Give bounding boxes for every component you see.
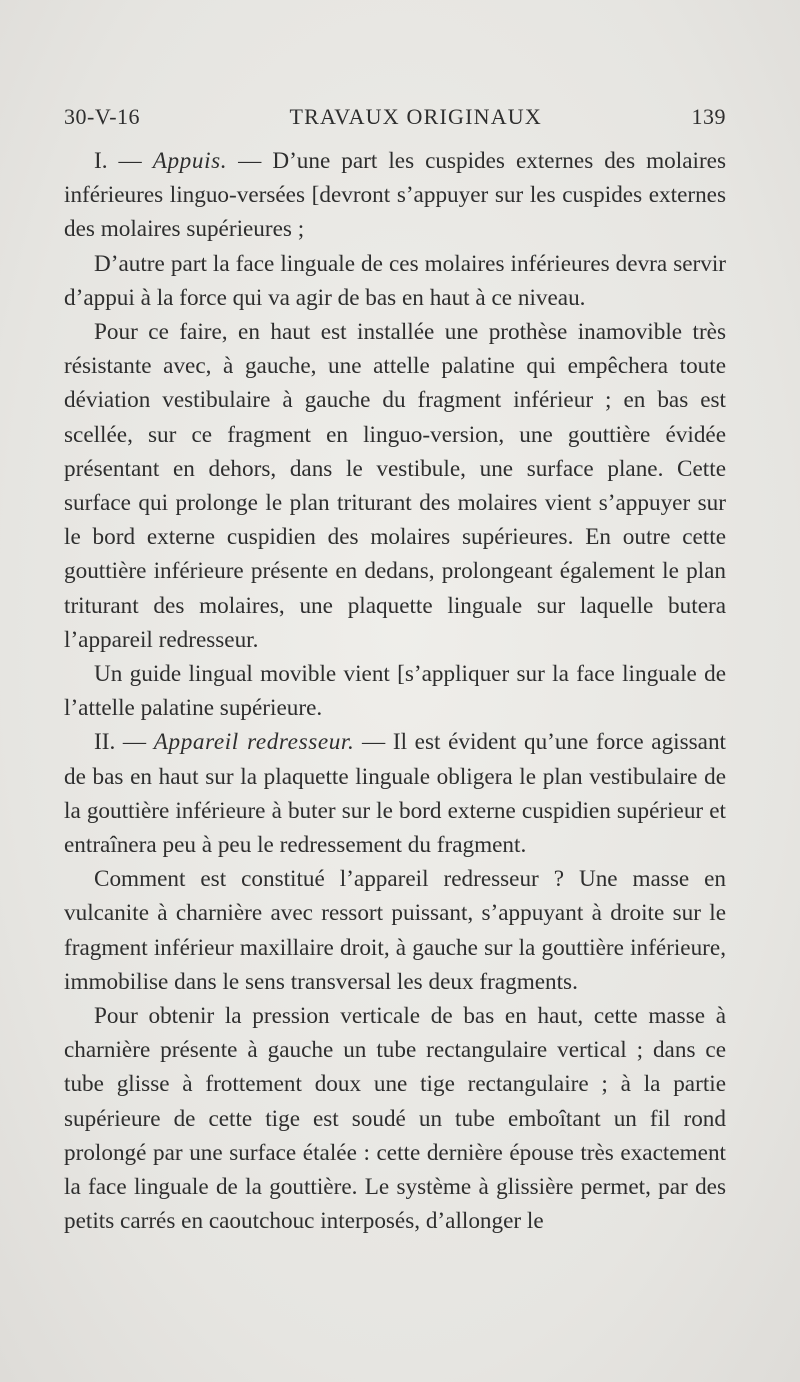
paragraph: [64, 657, 726, 725]
section-number: I. —: [94, 148, 153, 174]
paragraph-text: D’autre part la face linguale de ces molaires inférieures devra servir d’appui à la force qui va agir de bas en haut à ce niveau.: [64, 250, 726, 311]
paragraph-text: Comment est constitué l’appareil redresseur ? Une masse en vulcanite à charnière avec ressort puissant, s’appuyant à droite sur le fragment inférieur maxillaire droit, à gauche sur la gouttière inférieure, immobilise dans le sens transversal les deux fragments.: [64, 866, 726, 995]
paragraph: [64, 999, 726, 1238]
page-number: 139: [691, 104, 726, 129]
paragraph-text: Pour ce faire, en haut est installée une prothèse inamovible très résistante avec, à gauche, une attelle palatine qui empêchera toute déviation vestibulaire à gauche du fragment inférieur ; en bas est scellée, sur ce fragment en linguo-version, une gouttière évidée présentant en dehors, dans le vestibule, une surface plane. Cette surface qui prolonge le plan triturant des molaires vient s’appuyer sur le bord externe cuspidien des molaires supérieures. En outre cette gouttière inférieure présente en dedans, prolongeant également le plan triturant des molaires, une plaquette linguale sur laquelle butera l’appareil redresseur.: [64, 319, 726, 653]
paragraph: [64, 315, 726, 657]
paragraph-text: — Il est évident qu’une force agissant de bas en haut sur la plaquette linguale obligera le plan vestibulaire de la gouttière inférieure à buter sur le bord externe cuspidien supérieur et entraînera peu à peu le redressement du fragment.: [64, 729, 726, 859]
header-date: 30-V-16: [64, 104, 141, 129]
paragraph-appareil-redresseur: [64, 725, 726, 862]
paragraph-text: Un guide lingual movible vient [s’appliquer sur la face linguale de l’attelle palatine supérieure.: [64, 661, 726, 722]
section-heading: Appuis.: [152, 148, 228, 174]
section-heading: Appareil redresseur.: [153, 729, 355, 756]
paragraph-text: — D’une part les cuspides externes des molaires inférieures linguo-versées [devront s’appuyer sur les cuspides externes des molaires supérieures ;: [64, 148, 726, 243]
header-title: TRAVAUX ORIGINAUX: [289, 104, 542, 129]
body-text: [64, 144, 726, 1239]
running-head: [64, 104, 726, 134]
paragraph-appuis: [64, 144, 726, 247]
paragraph: [64, 862, 726, 999]
paragraph-text: Pour obtenir la pression verticale de bas en haut, cette masse à charnière présente à gauche un tube rectangulaire vertical ; dans ce tube glisse à frottement doux une tige rectangulaire ; à la partie supérieure de cette tige est soudé un tube emboîtant un fil rond prolongé par une surface étalée : cette dernière épouse très exactement la face linguale de la gouttière. Le système à glissière permet, par des petits carrés en caoutchouc interposés, d’allonger le: [64, 1003, 726, 1235]
section-number: II. —: [94, 729, 154, 756]
paragraph: [64, 247, 726, 315]
